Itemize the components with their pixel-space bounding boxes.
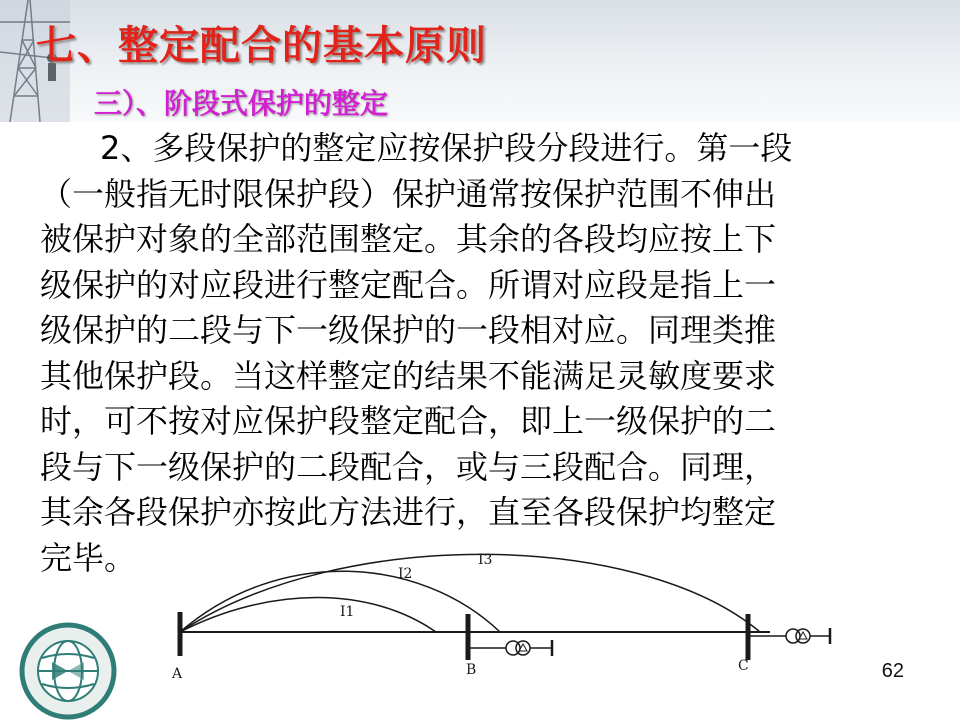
slide-body-text	[40, 126, 920, 581]
state-grid-logo	[18, 622, 118, 720]
zone-arc-i1	[180, 598, 436, 633]
page-number: 62	[881, 660, 904, 682]
body-line: 时，可不按对应保护段整定配合，即上一级保护的二	[40, 402, 777, 440]
zone-label-i3: I3	[478, 552, 493, 568]
bus-label-c: C	[738, 658, 749, 674]
zone-label-i2: I2	[398, 566, 413, 582]
zone-label-i1: I1	[340, 604, 355, 620]
body-line: 级保护的对应段进行整定配合。所谓对应段是指上一	[40, 265, 777, 304]
bus-label-a: A	[172, 666, 183, 682]
slide-subtitle: 三）、阶段式保护的整定	[94, 87, 389, 120]
bus-label-b: B	[466, 662, 477, 678]
slide-title: 七、整定配合的基本原则	[36, 23, 487, 69]
body-line: 其他保护段。当这样整定的结果不能满足灵敏度要求	[40, 356, 777, 395]
body-line: 段与下一级保护的二段配合，或与三段配合。同理，	[40, 447, 777, 486]
protection-zone-diagram	[160, 536, 840, 686]
body-line: （一般指无时限保护段）保护通常按保护范围不伸出	[40, 174, 777, 213]
body-line: 被保护对象的全部范围整定。其余的各段均应按上下	[40, 220, 777, 258]
body-line: 其余各段保护亦按此方法进行，直至各段保护均整定	[40, 493, 777, 531]
body-line: 2、多段保护的整定应按保护段分段进行。第一段	[100, 129, 793, 167]
body-line: 级保护的二段与下一级保护的一段相对应。同理类推	[40, 311, 777, 349]
body-line: 完毕。	[40, 538, 137, 577]
zone-arc-i2	[180, 571, 500, 632]
